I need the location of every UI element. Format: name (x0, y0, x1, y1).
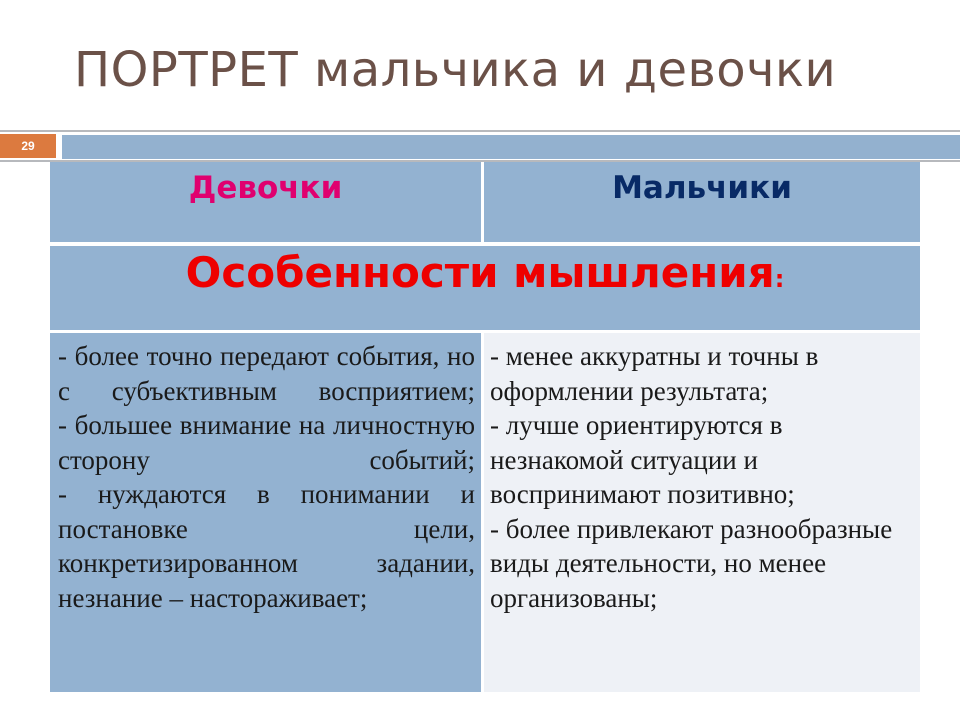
section-heading-colon: : (774, 265, 785, 293)
boys-traits-cell (484, 333, 920, 692)
girls-traits-cell (50, 333, 481, 692)
top-rule (0, 130, 960, 132)
slide-number-badge: 29 (0, 134, 56, 158)
comparison-table (50, 162, 920, 692)
boys-trait-3: - более привлекают разнообразные виды деятельности, но менее организованы; (490, 513, 893, 613)
boys-trait-1: - менее аккуратны и точны в оформлении результата; (490, 341, 819, 406)
girls-trait-1: - более точно передают события, но с субъективным восприятием; (58, 341, 475, 406)
girls-trait-3: - нуждаются в понимании и постановке цели, конкретизированном задании, незнание – настораживает; (58, 479, 475, 613)
girls-trait-2: - большее внимание на личностную сторону событий; (58, 410, 475, 475)
boys-trait-2: - лучше ориентируются в незнакомой ситуации и воспринимают позитивно; (490, 410, 795, 509)
column-header-girls: Девочки (50, 162, 481, 242)
header-band (62, 135, 960, 159)
section-heading (50, 246, 920, 330)
column-header-boys: Мальчики (484, 162, 920, 242)
slide-title: ПОРТРЕТ мальчика и девочки (74, 42, 837, 98)
section-heading-text: Особенности мышления (185, 248, 775, 297)
